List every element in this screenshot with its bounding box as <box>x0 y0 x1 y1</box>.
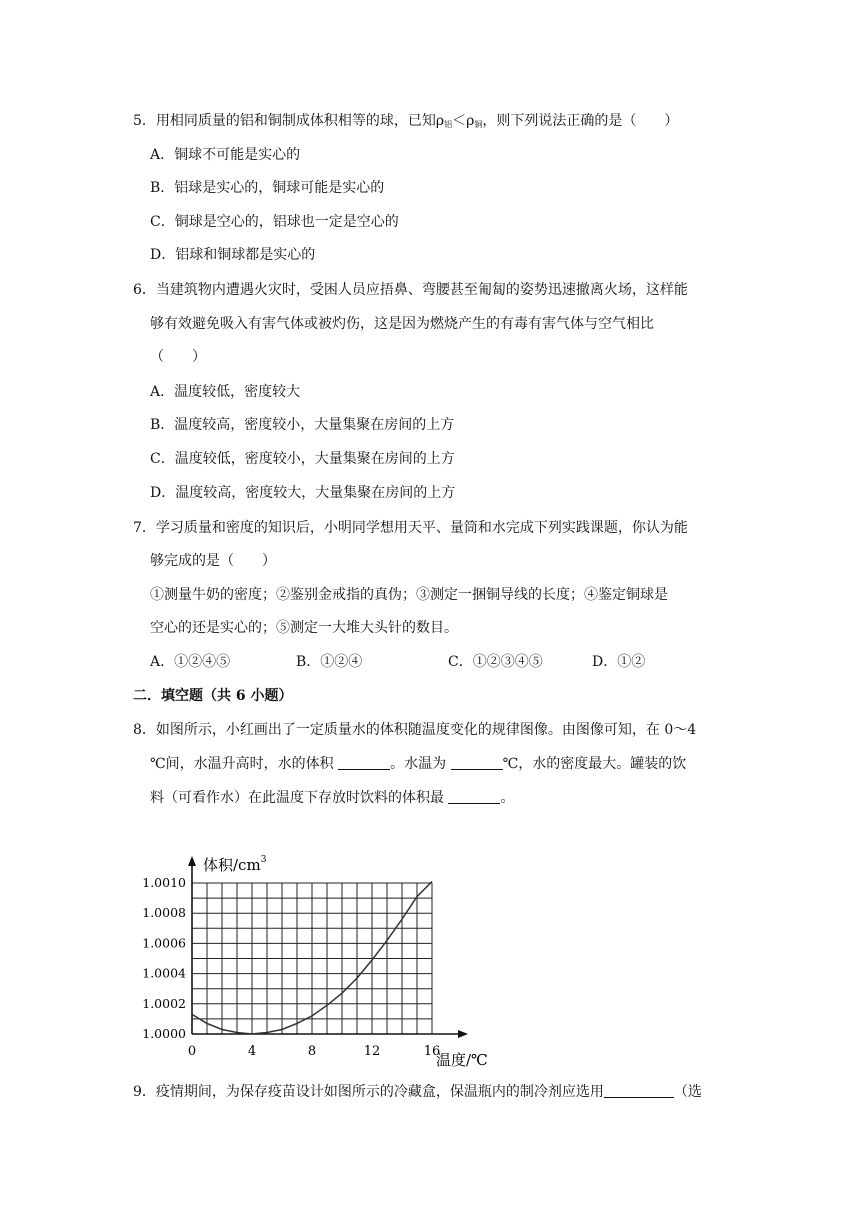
section-heading: 二．填空题（共 6 小题） <box>133 688 293 704</box>
x-tick-label: 8 <box>307 1044 317 1059</box>
volume-temperature-chart <box>140 848 520 1068</box>
q7-stem-line4: 空心的还是实心的；⑤测定一大堆大头针的数目。 <box>150 620 458 636</box>
q8-blank-3[interactable] <box>448 789 500 804</box>
q7-stem-line3: ①测量牛奶的密度；②鉴别金戒指的真伪；③测定一捆铜导线的长度；④鉴定铜球是 <box>150 587 668 603</box>
q6-option-b: B．温度较高，密度较小，大量集聚在房间的上方 <box>150 417 455 433</box>
x-axis-arrow <box>458 1030 468 1038</box>
q6-option-a: A．温度较低，密度较大 <box>150 384 301 400</box>
y-tick-label: 1.0008 <box>142 905 186 921</box>
chart-grid <box>192 883 432 1034</box>
y-tick-label: 1.0006 <box>142 935 186 951</box>
q7-option-d: D．①② <box>592 654 646 670</box>
y-tick-label: 1.0002 <box>142 995 186 1011</box>
x-axis-label: 温度/℃ <box>436 1051 488 1068</box>
x-tick-label: 12 <box>363 1044 381 1059</box>
y-axis-arrow <box>188 856 196 866</box>
q7-option-b: B．①②④ <box>296 654 363 670</box>
y-tick-label: 1.0004 <box>142 965 186 981</box>
q8-stem-line2: ℃间，水温升高时，水的体积 。水温为 ℃，水的密度最大。罐装的饮 <box>150 756 687 772</box>
q7-stem-line1: 7．学习质量和密度的知识后，小明同学想用天平、量筒和水完成下列实践课题，你认为能 <box>133 520 688 536</box>
q8-stem-line1: 8．如图所示，小红画出了一定质量水的体积随温度变化的规律图像。由图像可知，在 0～4 <box>133 722 697 738</box>
q6-option-d: D．温度较高，密度较大，大量集聚在房间的上方 <box>150 485 456 501</box>
y-axis-label: 体积$/cm^3$ <box>203 855 267 874</box>
q6-stem-line3: （ ） <box>150 349 206 365</box>
q7-option-a: A．①②④⑤ <box>150 654 231 670</box>
q5-option-d: D．铝球和铜球都是实心的 <box>150 247 316 263</box>
q7-stem-line2: 够完成的是（ ） <box>150 553 276 569</box>
q6-stem-line1: 6．当建筑物内遭遇火灾时，受困人员应捂鼻、弯腰甚至匍匐的姿势迅速撤离火场，这样能 <box>133 282 688 298</box>
chart-tick-labels <box>142 875 440 1059</box>
y-tick-label: 1.0010 <box>142 875 186 890</box>
y-tick-label: 1.0000 <box>142 1026 186 1041</box>
q8-blank-1[interactable] <box>338 755 390 770</box>
q6-option-c: C．温度较低，密度较小，大量集聚在房间的上方 <box>150 451 455 467</box>
q5-option-b: B．铝球是实心的，铜球可能是实心的 <box>150 180 385 196</box>
q5-option-c: C．铜球是空心的，铝球也一定是空心的 <box>150 214 399 230</box>
q6-stem-line2: 够有效避免吸入有害气体或被灼伤，这是因为燃烧产生的有毒有害气体与空气相比 <box>150 316 654 332</box>
q7-option-c: C．①②③④⑤ <box>448 654 543 670</box>
q9-blank-1[interactable] <box>604 1083 674 1098</box>
q5-option-a: A．铜球不可能是实心的 <box>150 147 301 163</box>
q8-blank-2[interactable] <box>451 755 503 770</box>
q9-stem-line1: 9．疫情期间，为保存疫苗设计如图所示的冷藏盒，保温瓶内的制冷剂应选用 （选 <box>133 1084 702 1100</box>
q8-stem-line3: 料（可看作水）在此温度下存放时饮料的体积最 。 <box>150 790 515 806</box>
x-tick-label: 16 <box>423 1044 441 1059</box>
q5-stem: 5．用相同质量的铝和铜制成体积相等的球，已知$\rho_铝<\rho_铜$，则下列说法正确的是（ ） <box>133 113 679 129</box>
x-tick-label: 0 <box>187 1044 197 1059</box>
x-tick-label: 4 <box>247 1044 257 1059</box>
